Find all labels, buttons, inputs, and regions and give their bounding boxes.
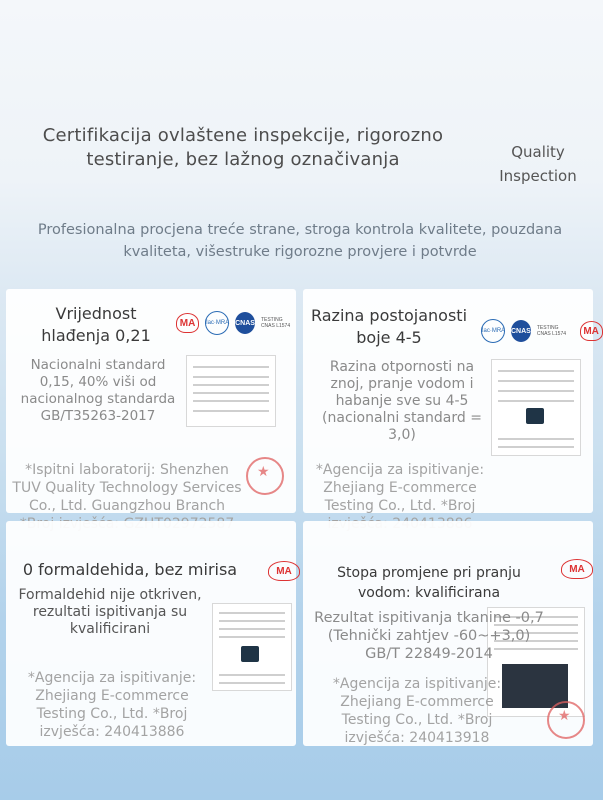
card-title: Stopa promjene pri pranju vodom: kvalificirana (337, 565, 521, 601)
inspection-stamp-icon (246, 457, 284, 495)
lab-info: *Ispitni laboratorij: Shenzhen TUV Quality Technology Services Co., Ltd. Guangzhou Branch (12, 462, 242, 514)
page-subtitle: Profesionalna procjena treće strane, stroga kontrola kvalitete, pouzdana kvaliteta, višestruke rigorozne provjere i potvrde (37, 222, 563, 260)
cnas-caption: TESTING CNAS L1574 (260, 317, 291, 329)
quality-inspection-label: Quality Inspection (499, 143, 577, 185)
card-cooling-value (6, 289, 296, 513)
ma-badge-icon: MA (176, 313, 199, 333)
card-title: 0 formaldehida, bez mirisa (22, 560, 238, 579)
card-description: Formaldehid nije otkriven, rezultati ispitivanja su kvalificirani (18, 587, 202, 637)
certification-badges (268, 561, 300, 581)
test-report-thumbnail (491, 359, 581, 456)
ilac-mra-badge-icon: ilac·MRA (481, 319, 505, 343)
card-description: Rezultat ispitivanja tkanine -0,7 (Tehnički zahtjev -60~+3,0) GB/T 22849-2014 (314, 610, 544, 662)
tshirt-sample-icon (241, 646, 259, 662)
ma-badge-icon: MA (580, 321, 603, 341)
card-title: Vrijednost hlađenja 0,21 (41, 304, 151, 345)
cnas-caption: TESTING CNAS L1574 (536, 325, 567, 337)
ilac-mra-badge-icon: ilac·MRA (205, 311, 229, 335)
certification-badges (481, 319, 603, 343)
certification-badges (176, 311, 298, 335)
card-formaldehyde (6, 521, 296, 746)
page-title: Certifikacija ovlaštene inspekcije, rigorozno testiranje, bez lažnog označivanja (42, 125, 444, 170)
lab-info: *Agencija za ispitivanje: Zhejiang E-commerce Testing Co., Ltd. *Broj (315, 462, 485, 514)
certification-badges (561, 559, 593, 579)
lab-info: *Agencija za ispitivanje: Zhejiang E-commerce Testing Co., Ltd. *Broj izvješća: 240413886 (27, 670, 197, 740)
tshirt-sample-icon (526, 408, 544, 424)
card-color-fastness (303, 289, 599, 514)
card-wash-change-rate (303, 521, 593, 746)
test-report-thumbnail (212, 603, 292, 691)
ma-badge-icon: MA (561, 559, 593, 579)
cnas-badge-icon: CNAS (235, 312, 255, 334)
test-report-thumbnail (186, 355, 276, 427)
cnas-badge-icon: CNAS (511, 320, 531, 342)
ma-badge-icon: MA (268, 561, 300, 581)
inspection-stamp-icon (547, 701, 585, 739)
card-title: Razina postojanosti boje 4-5 (310, 306, 468, 347)
card-description: Nacionalni standard 0,15, 40% viši od nacionalnog standarda GB/T35263-2017 (20, 357, 176, 424)
card-description: Razina otpornosti na znoj, pranje vodom i habanje sve su 4-5 (nacionalni standard = 3,0) (322, 359, 482, 443)
lab-info: *Agencija za ispitivanje: Zhejiang E-commerce Testing Co., Ltd. *Broj izvješća: 240413918 (332, 676, 502, 746)
